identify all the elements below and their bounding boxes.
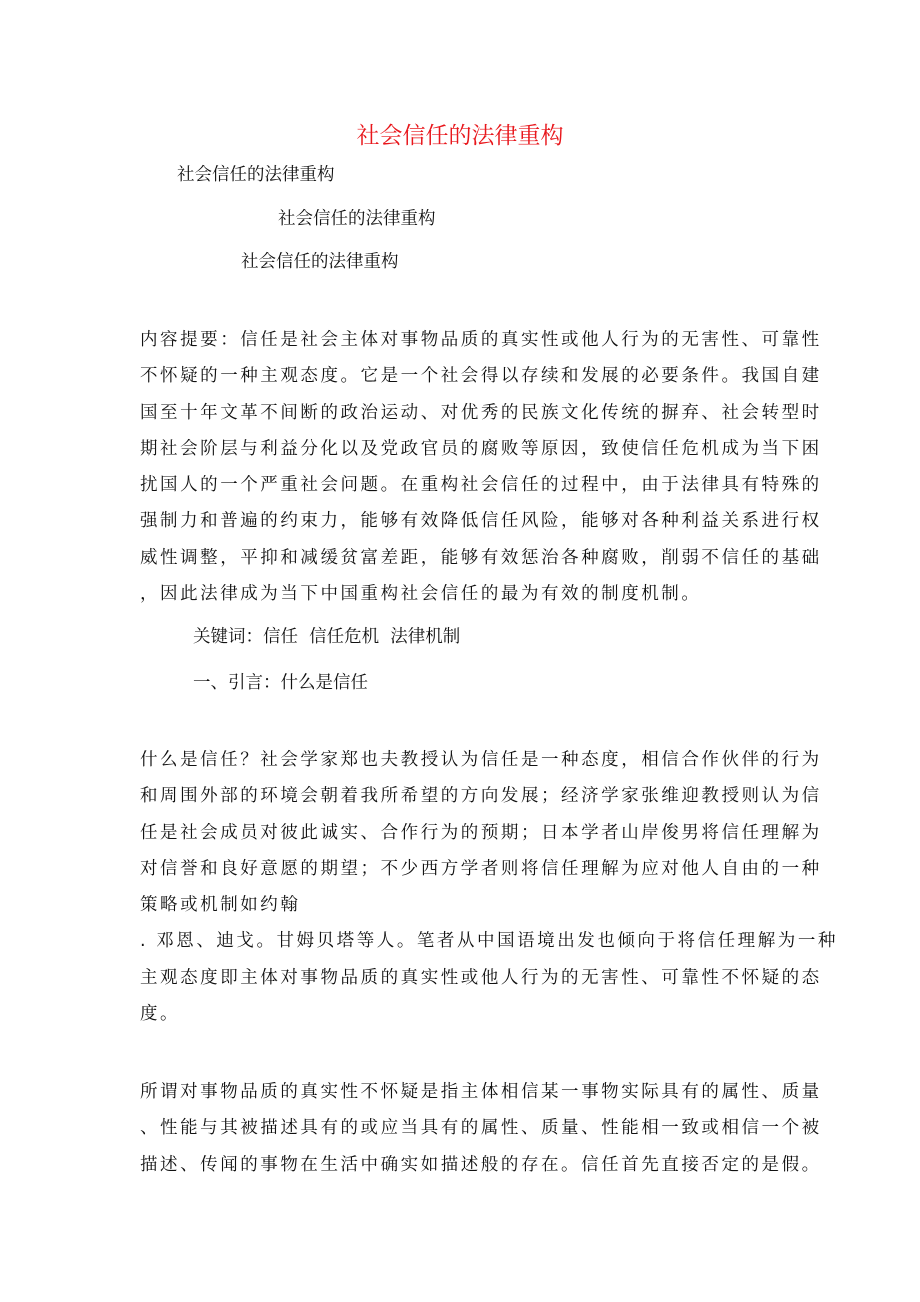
subtitle: 社会信任的法律重构	[241, 252, 399, 272]
text-line: 、性能与其被描述具有的或应当具有的属性、质量、性能相一致或相信一个被	[140, 1118, 822, 1139]
text-line: 扰国人的一个严重社会问题。在重构社会信任的过程中，由于法律具有特殊的	[140, 475, 822, 496]
text-line: . 邓恩、迪戈。甘姆贝塔等人。笔者从中国语境出发也倾向于将信任理解为一种	[140, 931, 838, 952]
paragraph	[140, 748, 838, 1038]
text-line: 策略或机制如约翰	[140, 895, 301, 916]
text-line: 强制力和普遍的约束力，能够有效降低信任风险，能够对各种利益关系进行权	[140, 511, 822, 532]
subtitle: 社会信任的法律重构	[278, 209, 436, 229]
text-line: 任是社会成员对彼此诚实、合作行为的预期；日本学者山岸俊男将信任理解为	[140, 822, 822, 843]
text-line: 主观态度即主体对事物品质的真实性或他人行为的无害性、可靠性不怀疑的态	[140, 967, 822, 988]
paragraph	[140, 1080, 822, 1189]
text-line: 内容提要：信任是社会主体对事物品质的真实性或他人行为的无害性、可靠性	[140, 330, 822, 350]
subtitle: 社会信任的法律重构	[177, 165, 335, 185]
text-line: 所谓对事物品质的真实性不怀疑是指主体相信某一事物实际具有的属性、质量	[140, 1082, 822, 1102]
document-title: 社会信任的法律重构	[356, 123, 564, 149]
section-heading: 一、引言：什么是信任	[193, 673, 368, 693]
text-line: 描述、传闻的事物在生活中确实如描述般的存在。信任首先直接否定的是假。	[140, 1154, 822, 1175]
text-line: 和周围外部的环境会朝着我所希望的方向发展；经济学家张维迎教授则认为信	[140, 786, 822, 807]
text-line: 期社会阶层与利益分化以及党政官员的腐败等原因，致使信任危机成为当下困	[140, 438, 822, 459]
text-line: 国至十年文革不间断的政治运动、对优秀的民族文化传统的摒弃、社会转型时	[140, 402, 822, 423]
keywords: 关键词：信任 信任危机 法律机制	[193, 627, 461, 647]
text-line: 什么是信任？社会学家郑也夫教授认为信任是一种态度，相信合作伙伴的行为	[140, 750, 822, 770]
text-line: 对信誉和良好意愿的期望；不少西方学者则将信任理解为应对他人自由的一种	[140, 858, 822, 879]
text-line: 度。	[140, 1004, 181, 1025]
abstract	[140, 328, 822, 618]
text-line: 威性调整，平抑和减缓贫富差距，能够有效惩治各种腐败，削弱不信任的基础	[140, 547, 822, 568]
text-line: ，因此法律成为当下中国重构社会信任的最为有效的制度机制。	[140, 584, 702, 605]
text-line: 不怀疑的一种主观态度。它是一个社会得以存续和发展的必要条件。我国自建	[140, 366, 822, 387]
